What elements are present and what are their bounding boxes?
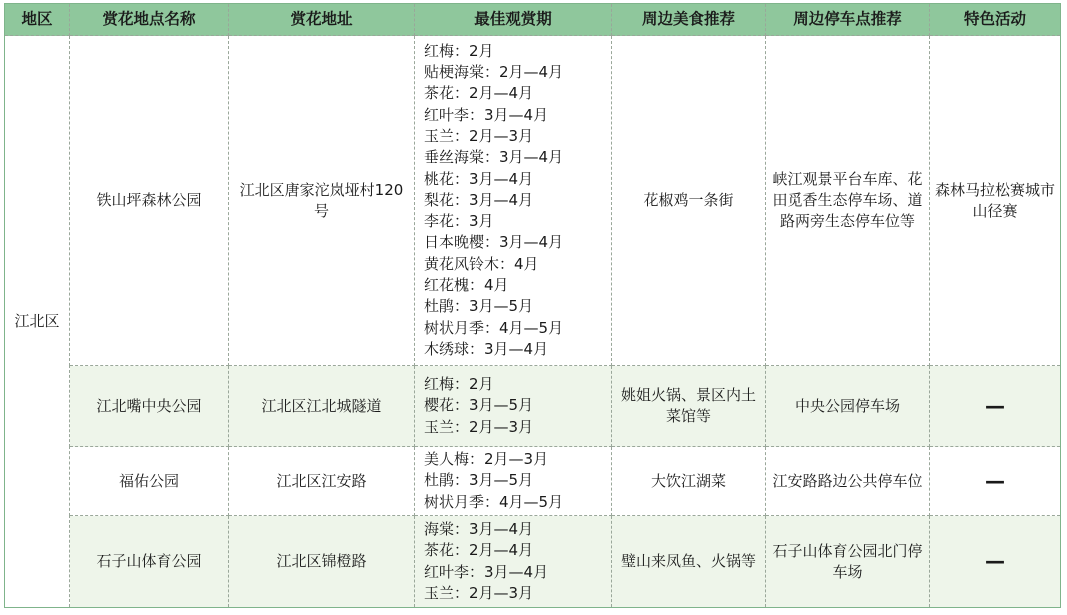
dates-cell	[415, 36, 612, 366]
address-cell: 江北区锦橙路	[229, 516, 415, 608]
date-line: 玉兰：2月—3月	[424, 417, 534, 436]
header-food: 周边美食推荐	[612, 4, 766, 36]
date-line: 黄花风铃木：4月	[424, 254, 539, 273]
activity-cell: 森林马拉松赛城市山径赛	[930, 36, 1061, 366]
date-line: 红花槐：4月	[424, 276, 509, 295]
spot-name-cell: 江北嘴中央公园	[70, 366, 229, 447]
food-cell: 姚姐火锅、景区内土菜馆等	[612, 366, 766, 447]
date-line: 玉兰：2月—3月	[424, 583, 534, 602]
activity-cell: —	[930, 366, 1061, 447]
header-best-period: 最佳观赏期	[415, 4, 612, 36]
date-line: 美人梅：2月—3月	[424, 450, 549, 469]
parking-cell: 中央公园停车场	[766, 366, 930, 447]
address-cell: 江北区唐家沱岚垭村120号	[229, 36, 415, 366]
spot-name-cell: 铁山坪森林公园	[70, 36, 229, 366]
table-row	[5, 516, 1061, 608]
date-line: 李花：3月	[424, 212, 494, 231]
header-row	[5, 4, 1061, 36]
date-line: 茶花：2月—4月	[424, 541, 534, 560]
table-row	[5, 447, 1061, 516]
dates-cell	[415, 516, 612, 608]
date-line: 杜鹃：3月—5月	[424, 471, 534, 490]
parking-cell: 峡江观景平台车库、花田觅香生态停车场、道路两旁生态停车位等	[766, 36, 930, 366]
address-cell: 江北区江安路	[229, 447, 415, 516]
table-row	[5, 36, 1061, 366]
date-line: 红梅：2月	[424, 41, 494, 60]
date-line: 海棠：3月—4月	[424, 519, 534, 538]
date-line: 红梅：2月	[424, 375, 494, 394]
food-cell: 大饮江湖菜	[612, 447, 766, 516]
table-row	[5, 366, 1061, 447]
region-cell: 江北区	[5, 36, 70, 608]
date-line: 茶花：2月—4月	[424, 84, 534, 103]
header-address: 赏花地址	[229, 4, 415, 36]
activity-cell: —	[930, 447, 1061, 516]
header-parking: 周边停车点推荐	[766, 4, 930, 36]
date-line: 日本晚樱：3月—4月	[424, 233, 564, 252]
header-activity: 特色活动	[930, 4, 1061, 36]
date-line: 杜鹃：3月—5月	[424, 297, 534, 316]
date-line: 桃花：3月—4月	[424, 169, 534, 188]
dates-cell	[415, 447, 612, 516]
header-region: 地区	[5, 4, 70, 36]
dates-cell	[415, 366, 612, 447]
parking-cell: 江安路路边公共停车位	[766, 447, 930, 516]
address-cell: 江北区江北城隧道	[229, 366, 415, 447]
date-line: 梨花：3月—4月	[424, 190, 534, 209]
date-line: 玉兰：2月—3月	[424, 126, 534, 145]
flower-viewing-table	[4, 3, 1061, 608]
date-line: 垂丝海棠：3月—4月	[424, 148, 564, 167]
date-line: 木绣球：3月—4月	[424, 339, 549, 358]
date-line: 樱花：3月—5月	[424, 396, 534, 415]
date-line: 树状月季：4月—5月	[424, 318, 564, 337]
header-spot-name: 赏花地点名称	[70, 4, 229, 36]
food-cell: 花椒鸡一条街	[612, 36, 766, 366]
date-line: 贴梗海棠：2月—4月	[424, 63, 564, 82]
spot-name-cell: 石子山体育公园	[70, 516, 229, 608]
parking-cell: 石子山体育公园北门停车场	[766, 516, 930, 608]
date-line: 树状月季：4月—5月	[424, 492, 564, 511]
activity-cell: —	[930, 516, 1061, 608]
spot-name-cell: 福佑公园	[70, 447, 229, 516]
date-line: 红叶李：3月—4月	[424, 105, 549, 124]
food-cell: 璧山来凤鱼、火锅等	[612, 516, 766, 608]
date-line: 红叶李：3月—4月	[424, 562, 549, 581]
